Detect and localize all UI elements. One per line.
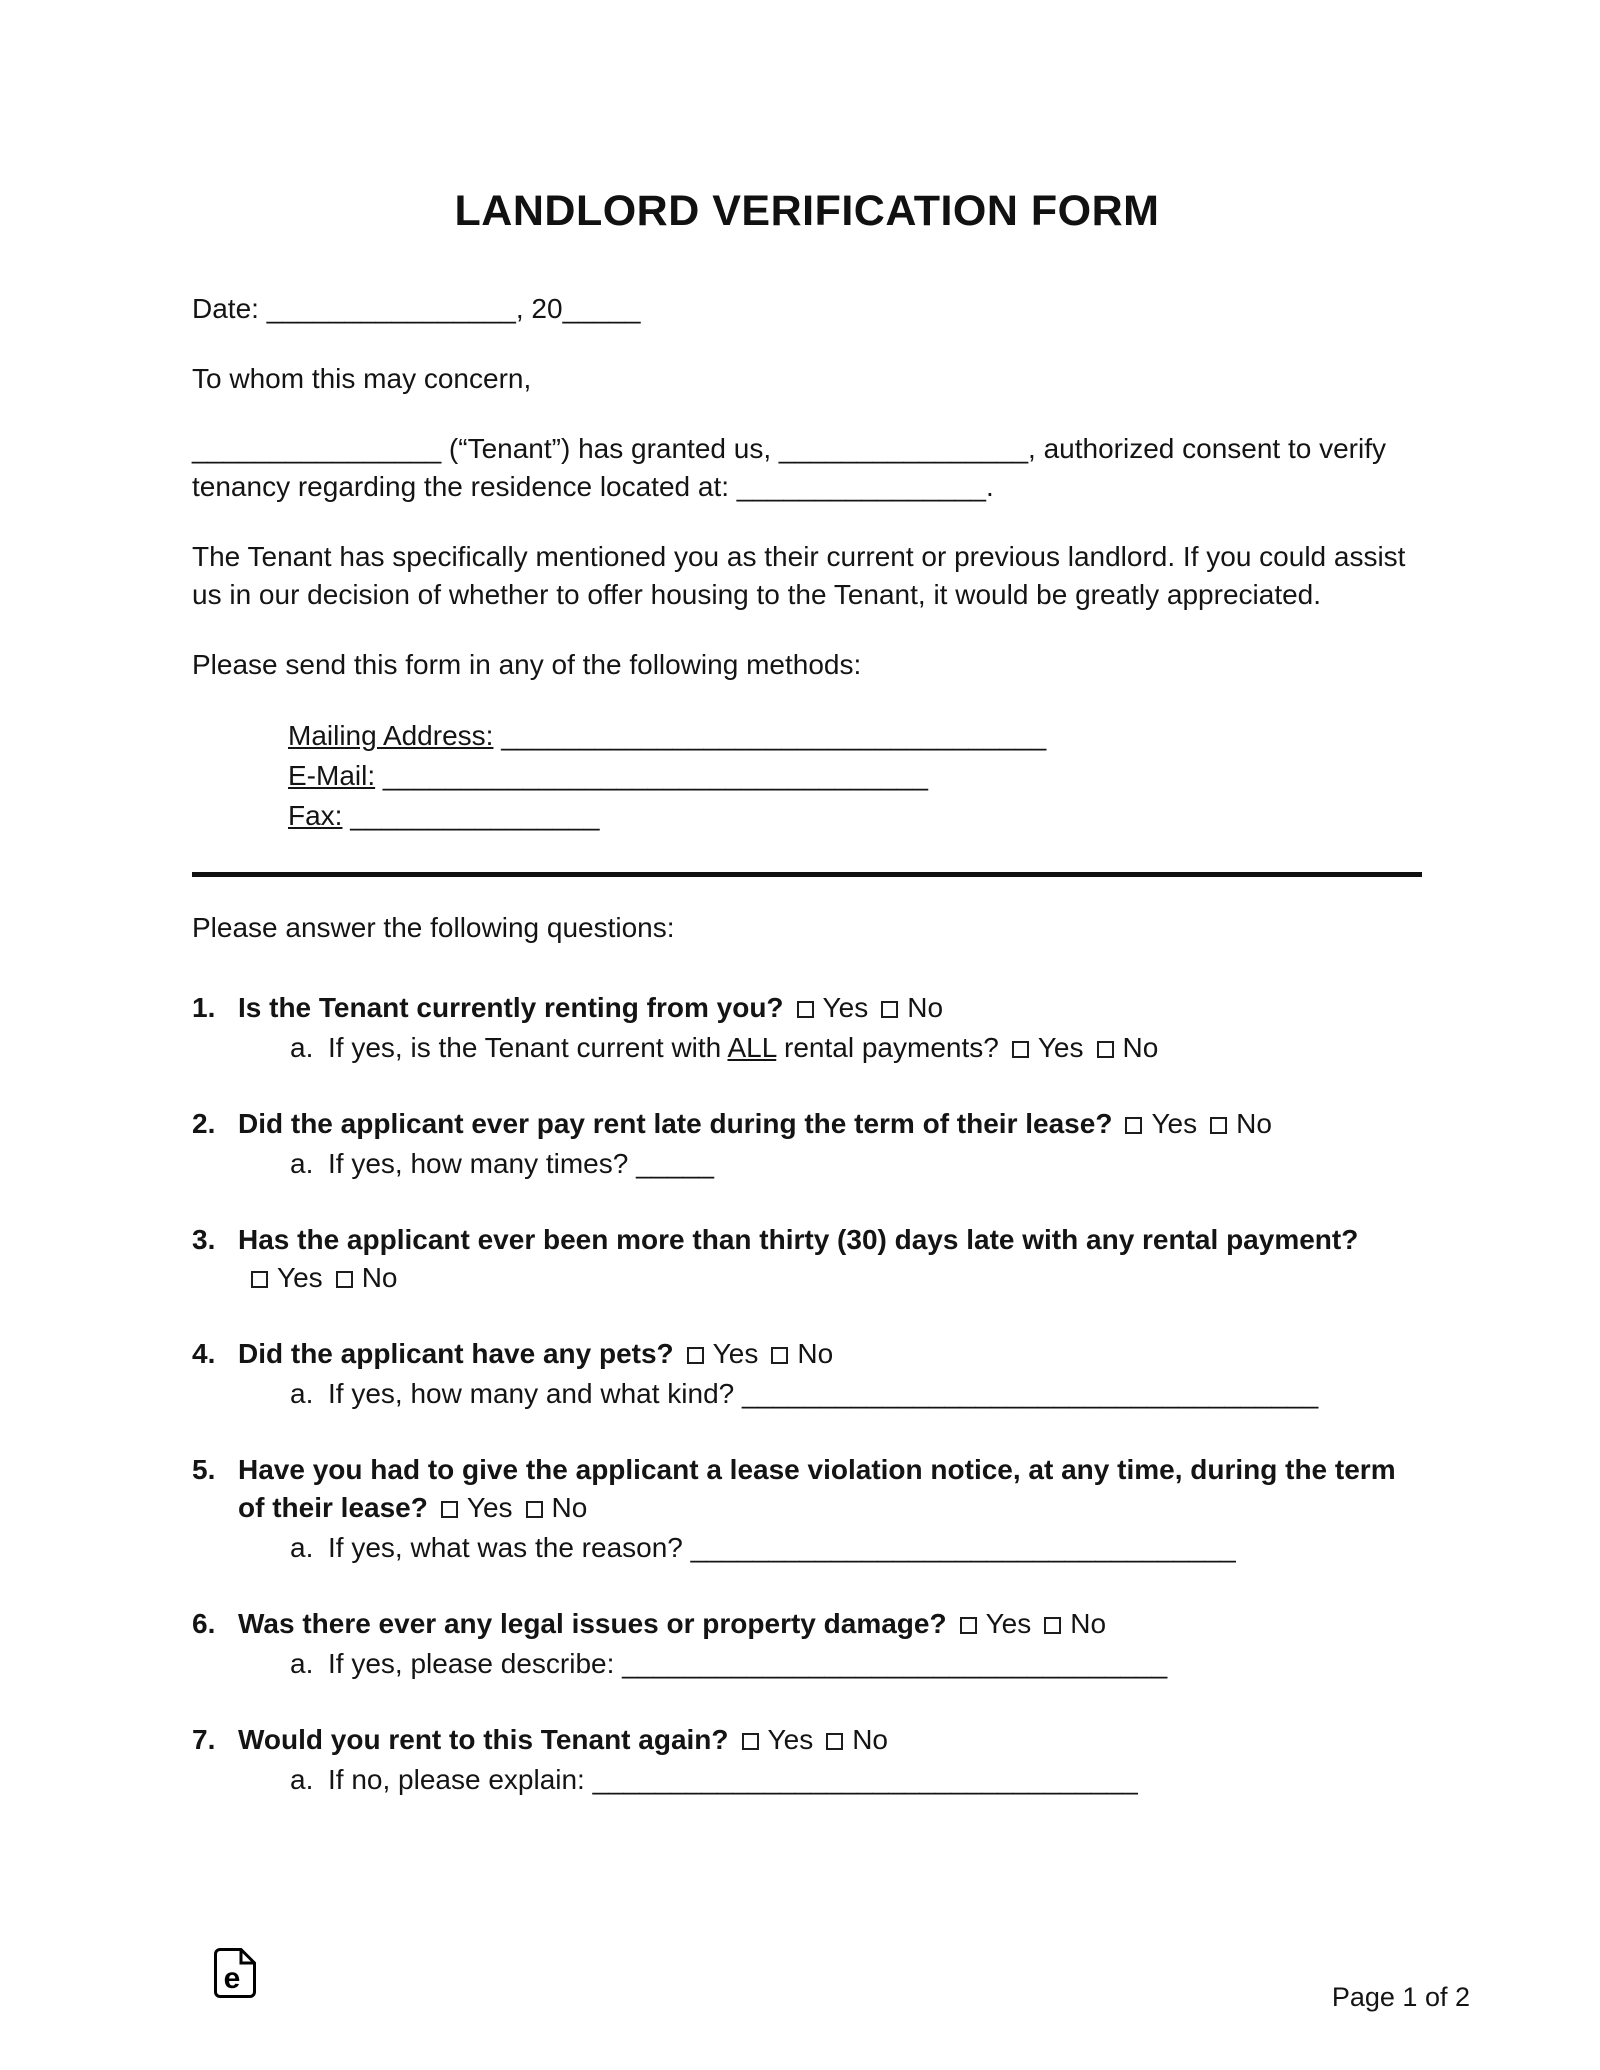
- question-3: [192, 1221, 1422, 1297]
- question-5-text: Have you had to give the applicant a lease violation notice, at any time, during the term of their lease?: [238, 1454, 1396, 1523]
- page-indicator: Page 1 of 2: [1331, 1982, 1470, 2012]
- no-label: No: [1070, 1608, 1107, 1639]
- question-5-sub-a-text: If yes, what was the reason? ___________________________________: [328, 1532, 1236, 1563]
- question-5-text-line: [238, 1451, 1422, 1527]
- page-title: LANDLORD VERIFICATION FORM: [454, 187, 1160, 235]
- question-7-yes-no: [729, 1724, 888, 1755]
- no-checkbox[interactable]: [1097, 1041, 1114, 1058]
- fax-line: [288, 796, 1422, 836]
- yes-checkbox[interactable]: [742, 1733, 759, 1750]
- question-6-number: 6.: [192, 1608, 216, 1639]
- no-label: No: [797, 1338, 834, 1369]
- yes-label: Yes: [466, 1492, 513, 1523]
- question-5-sub-a: [238, 1529, 1422, 1567]
- question-5-yes-no: [428, 1492, 587, 1523]
- question-4-sub-a-text: If yes, how many and what kind? _____________________________________: [328, 1378, 1319, 1409]
- question-4-sub-a: [238, 1375, 1422, 1413]
- question-1a-yes-no: [999, 1032, 1158, 1063]
- sub-letter: a.: [290, 1032, 314, 1063]
- question-4-text-line: [238, 1335, 1422, 1373]
- question-6: [192, 1605, 1422, 1683]
- no-label: No: [852, 1724, 888, 1755]
- sub-letter: a.: [290, 1764, 314, 1795]
- mailing-address-label: Mailing Address:: [288, 720, 494, 751]
- question-6-sub-a-text: If yes, please describe: ___________________________________: [328, 1648, 1168, 1679]
- no-label: No: [551, 1492, 588, 1523]
- no-checkbox[interactable]: [1210, 1117, 1227, 1134]
- question-4-text: Did the applicant have any pets?: [238, 1338, 674, 1369]
- question-2-text: Did the applicant ever pay rent late during the term of their lease?: [238, 1108, 1113, 1139]
- question-2: [192, 1105, 1422, 1183]
- no-label: No: [1122, 1032, 1159, 1063]
- question-7: [192, 1721, 1422, 1799]
- question-6-text: Was there ever any legal issues or property damage?: [238, 1608, 947, 1639]
- question-4-yes-no: [674, 1338, 833, 1369]
- email-line: [288, 756, 1422, 796]
- yes-checkbox[interactable]: [1125, 1117, 1142, 1134]
- methods-intro: Please send this form in any of the following methods:: [192, 649, 862, 680]
- yes-label: Yes: [1151, 1108, 1198, 1139]
- yes-label: Yes: [767, 1724, 814, 1755]
- section-divider: [192, 872, 1422, 877]
- question-7-text: Would you rent to this Tenant again?: [238, 1724, 729, 1755]
- yes-label: Yes: [822, 992, 869, 1023]
- question-1: [192, 989, 1422, 1067]
- question-5: [192, 1451, 1422, 1567]
- no-label: No: [907, 992, 944, 1023]
- question-3-number: 3.: [192, 1224, 216, 1255]
- yes-checkbox[interactable]: [687, 1347, 704, 1364]
- eforms-logo: [214, 1948, 256, 2008]
- yes-label: Yes: [985, 1608, 1032, 1639]
- salutation: To whom this may concern,: [192, 363, 532, 394]
- question-2-number: 2.: [192, 1108, 216, 1139]
- fax-blank: ________________: [342, 800, 600, 831]
- sub-text-post: rental payments?: [776, 1032, 999, 1063]
- questions-intro: Please answer the following questions:: [192, 912, 675, 943]
- mailing-address-line: [288, 716, 1422, 756]
- question-3-text-line: [238, 1221, 1422, 1297]
- sub-letter: a.: [290, 1648, 314, 1679]
- no-checkbox[interactable]: [336, 1271, 353, 1288]
- question-7-text-line: [238, 1721, 1422, 1759]
- no-label: No: [1236, 1108, 1272, 1139]
- question-1-number: 1.: [192, 992, 216, 1023]
- question-2-sub-a: [238, 1145, 1422, 1183]
- email-label: E-Mail:: [288, 760, 376, 791]
- no-checkbox[interactable]: [771, 1347, 788, 1364]
- fax-label: Fax:: [288, 800, 343, 831]
- question-6-text-line: [238, 1605, 1422, 1643]
- question-4: [192, 1335, 1422, 1413]
- email-blank: ___________________________________: [375, 760, 928, 791]
- question-7-sub-a-text: If no, please explain: ___________________________________: [328, 1764, 1138, 1795]
- question-6-yes-no: [947, 1608, 1106, 1639]
- question-1-yes-no: [784, 992, 943, 1023]
- question-2-sub-a-text: If yes, how many times? _____: [328, 1148, 714, 1179]
- question-1-text: Is the Tenant currently renting from you?: [238, 992, 784, 1023]
- question-4-number: 4.: [192, 1338, 216, 1369]
- document-icon: [214, 1948, 256, 1998]
- question-1-sub-a-text: [328, 1029, 1422, 1067]
- yes-label: Yes: [1037, 1032, 1084, 1063]
- question-6-sub-a: [238, 1645, 1422, 1683]
- question-2-yes-no: [1112, 1108, 1271, 1139]
- sub-letter: a.: [290, 1378, 314, 1409]
- yes-checkbox[interactable]: [797, 1001, 814, 1018]
- yes-checkbox[interactable]: [441, 1501, 458, 1518]
- no-checkbox[interactable]: [1044, 1617, 1061, 1634]
- contact-methods: [288, 716, 1422, 836]
- logo-letter: e: [223, 1962, 241, 1995]
- yes-label: Yes: [712, 1338, 759, 1369]
- question-3-text: Has the applicant ever been more than thirty (30) days late with any rental payment?: [238, 1224, 1359, 1255]
- yes-label: Yes: [277, 1262, 323, 1293]
- no-checkbox[interactable]: [881, 1001, 898, 1018]
- date-line: Date: ________________, 20_____: [192, 293, 641, 324]
- sub-text-underlined: ALL: [727, 1032, 777, 1063]
- sub-text-pre: If yes, is the Tenant current with: [328, 1032, 728, 1063]
- yes-checkbox[interactable]: [251, 1271, 268, 1288]
- sub-letter: a.: [290, 1148, 314, 1179]
- no-checkbox[interactable]: [526, 1501, 543, 1518]
- question-2-text-line: [238, 1105, 1422, 1143]
- yes-checkbox[interactable]: [1012, 1041, 1029, 1058]
- question-5-number: 5.: [192, 1454, 216, 1485]
- sub-letter: a.: [290, 1532, 314, 1563]
- question-7-sub-a: [238, 1761, 1422, 1799]
- question-3-yes-no: [238, 1262, 397, 1293]
- landlord-reference-paragraph: The Tenant has specifically mentioned you as their current or previous landlord. If you could assist us in our decision of whether to offer housing to the Tenant, it would be greatly appreciated.: [192, 541, 1406, 610]
- no-label: No: [361, 1262, 398, 1293]
- no-checkbox[interactable]: [826, 1733, 843, 1750]
- yes-checkbox[interactable]: [960, 1617, 977, 1634]
- question-1-sub-a: [238, 1029, 1422, 1067]
- question-1-text-line: [238, 989, 1422, 1027]
- mailing-address-blank: ___________________________________: [493, 720, 1047, 751]
- question-7-number: 7.: [192, 1724, 216, 1755]
- grant-paragraph: ________________ (“Tenant”) has granted us, ________________, authorized consent to verify tenancy regarding the residence located at: ________________.: [192, 433, 1387, 502]
